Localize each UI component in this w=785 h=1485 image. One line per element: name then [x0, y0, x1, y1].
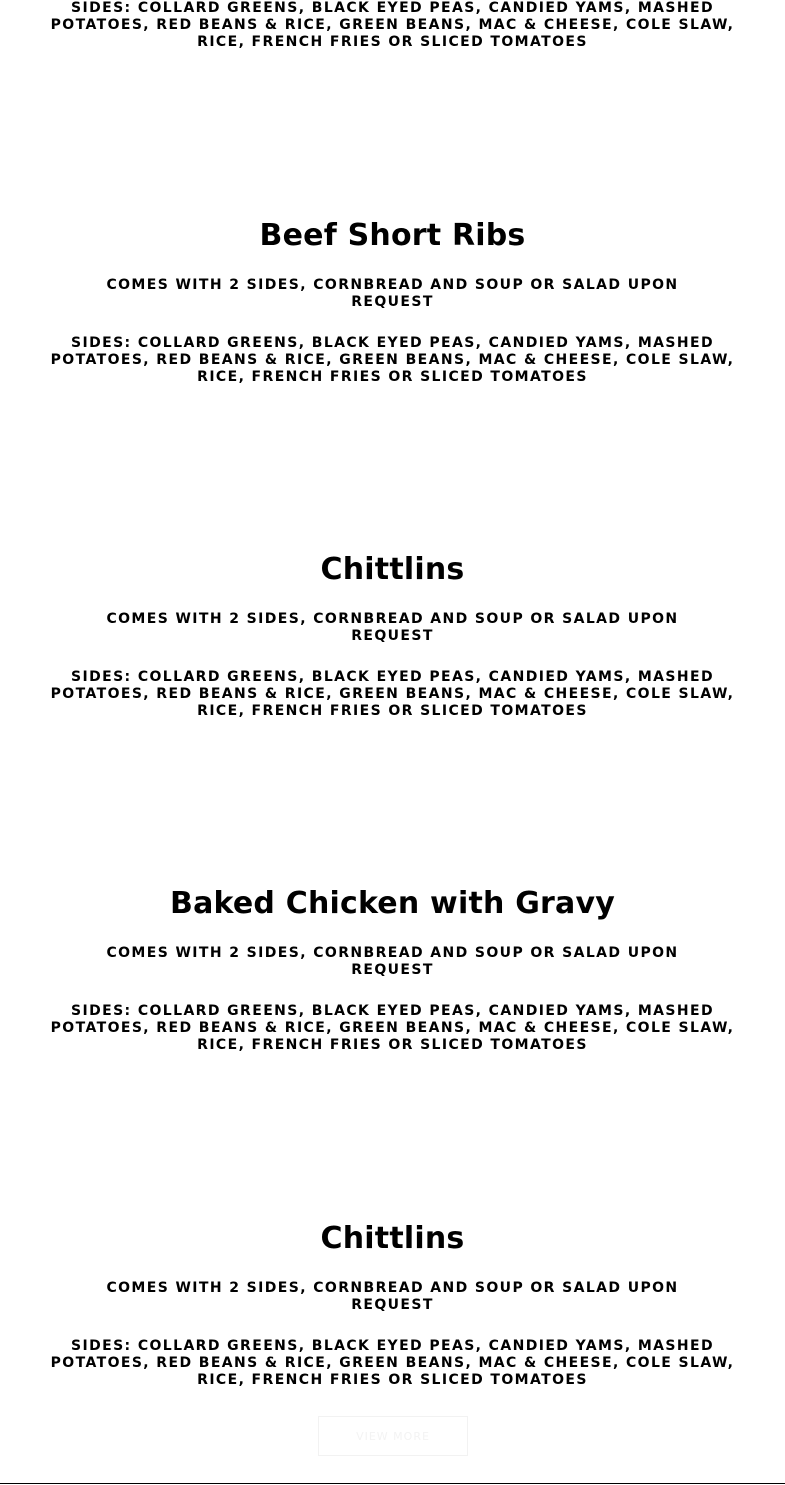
menu-item-sides: SIDES: COLLARD GREENS, BLACK EYED PEAS, CANDIED YAMS, MASHED POTATOES, RED BEANS & RICE, GREEN BEANS, MAC & CHEESE, COLE SLAW, RICE, FRENCH FRIES OR SLICED TOMATOES — [50, 1338, 735, 1388]
menu-item-sides: SIDES: COLLARD GREENS, BLACK EYED PEAS, CANDIED YAMS, MASHED POTATOES, RED BEANS & RICE, GREEN BEANS, MAC & CHEESE, COLE SLAW, RICE, FRENCH FRIES OR SLICED TOMATOES — [50, 669, 735, 719]
menu-item-comes-with: COMES WITH 2 SIDES, CORNBREAD AND SOUP OR SALAD UPON REQUEST — [106, 1280, 679, 1313]
menu-item-sides: SIDES: COLLARD GREENS, BLACK EYED PEAS, CANDIED YAMS, MASHED POTATOES, RED BEANS & RICE, GREEN BEANS, MAC & CHEESE, COLE SLAW, RICE, FRENCH FRIES OR SLICED TOMATOES — [50, 0, 735, 50]
view-more-button[interactable]: VIEW MORE — [318, 1416, 468, 1456]
menu-item-title: Chittlins — [320, 552, 465, 587]
menu-item-title: Chittlins — [320, 1221, 465, 1256]
menu-item-title: Baked Chicken with Gravy — [170, 886, 615, 921]
menu-item-sides: SIDES: COLLARD GREENS, BLACK EYED PEAS, CANDIED YAMS, MASHED POTATOES, RED BEANS & RICE, GREEN BEANS, MAC & CHEESE, COLE SLAW, RICE, FRENCH FRIES OR SLICED TOMATOES — [50, 335, 735, 385]
menu-item-comes-with: COMES WITH 2 SIDES, CORNBREAD AND SOUP OR SALAD UPON REQUEST — [106, 277, 679, 310]
menu-item-title: Beef Short Ribs — [259, 218, 526, 253]
menu-item-comes-with: COMES WITH 2 SIDES, CORNBREAD AND SOUP OR SALAD UPON REQUEST — [106, 611, 679, 644]
menu-item-comes-with: COMES WITH 2 SIDES, CORNBREAD AND SOUP OR SALAD UPON REQUEST — [106, 945, 679, 978]
menu-item-sides: SIDES: COLLARD GREENS, BLACK EYED PEAS, CANDIED YAMS, MASHED POTATOES, RED BEANS & RICE, GREEN BEANS, MAC & CHEESE, COLE SLAW, RICE, FRENCH FRIES OR SLICED TOMATOES — [50, 1003, 735, 1053]
bottom-divider — [0, 1483, 785, 1484]
